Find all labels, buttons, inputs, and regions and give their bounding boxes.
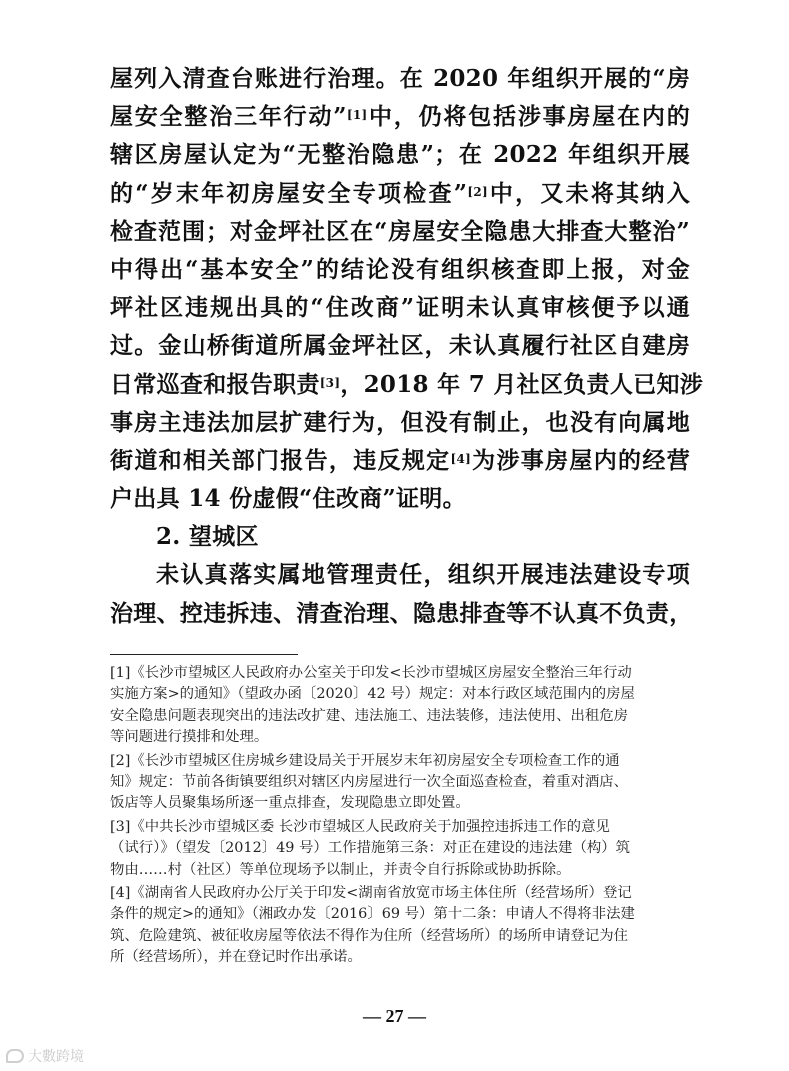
body-line: 过。金山桥街道所属金坪社区，未认真履行社区自建房 bbox=[110, 332, 690, 360]
footnote-line: 知》规定：节前各街镇要组织对辖区内房屋进行一次全面巡查检查，着重对酒店、 bbox=[110, 774, 629, 791]
body-line: 屋列入清查台账进行治理。在 2020 年组织开展的“房 bbox=[110, 65, 690, 92]
body-line: 辖区房屋认定为“无整治隐患”；在 2022 年组织开展 bbox=[110, 141, 690, 169]
body-line: 检查范围；对金坪社区在“房屋安全隐患大排查大整治” bbox=[110, 217, 690, 245]
footnote-line: 条件的规定>的通知》（湘政办发〔2016〕69 号）第十二条：申请人不得将非法建 bbox=[110, 906, 635, 923]
body-line: 未认真落实属地管理责任，组织开展违法建设专项 bbox=[156, 561, 690, 589]
body-line: 坪社区违规出具的“住改商”证明未认真审核便予以通 bbox=[110, 294, 690, 322]
footnote-line: [4]《湖南省人民政府办公厅关于印发<湖南省放宽市场主体住所（经营场所）登记 bbox=[110, 885, 632, 902]
footnote-3 bbox=[110, 817, 690, 881]
footnote-line: [2]《长沙市望城区住房城乡建设局关于开展岁末年初房屋安全专项检查工作的通 bbox=[110, 752, 620, 769]
body-line: 的“岁末年初房屋安全专项检查”[2]中，又未将其纳入 bbox=[110, 179, 690, 207]
page-number: — 27 — bbox=[363, 1006, 426, 1026]
footnote-line: 饭店等人员聚集场所逐一重点排查，发现隐患立即处置。 bbox=[110, 795, 470, 812]
body-text bbox=[110, 60, 704, 633]
footnote-line: 等问题进行摸排和处理。 bbox=[110, 729, 269, 746]
watermark-text: 大數跨境 bbox=[28, 1049, 84, 1065]
body-line: 事房主违法加层扩建行为，但没有制止，也没有向属地 bbox=[110, 408, 690, 436]
watermark-logo-icon bbox=[6, 1049, 24, 1063]
footnote-line: 筑、危险建筑、被征收房屋等依法不得作为住所（经营场所）的场所申请登记为住 bbox=[110, 927, 629, 944]
footnotes bbox=[110, 663, 690, 971]
footnote-line: 实施方案>的通知》（望政办函〔2020〕42 号）规定：对本行政区域范围内的房屋 bbox=[110, 686, 635, 703]
footnote-reference: [3] bbox=[319, 375, 341, 390]
body-line: 中得出“基本安全”的结论没有组织核查即上报，对金 bbox=[110, 255, 690, 283]
body-line: 日常巡查和报告职责[3]，2018 年 7 月社区负责人已知涉 bbox=[110, 370, 704, 398]
footnote-line: [1]《长沙市望城区人民政府办公室关于印发<长沙市望城区房屋安全整治三年行动 bbox=[110, 665, 632, 681]
footnote-4 bbox=[110, 883, 690, 969]
footnote-reference: [1] bbox=[346, 108, 368, 123]
footnote-line: 安全隐患问题表现突出的违法改扩建、违法施工、违法装修，违法使用、出租危房 bbox=[110, 707, 629, 724]
footnote-line: 所（经营场所），并在登记时作出承诺。 bbox=[110, 949, 362, 966]
footnote-1 bbox=[110, 663, 690, 749]
footnote-2 bbox=[110, 751, 690, 815]
body-line: 治理、控违拆违、清查治理、隐患排查等不认真不负责， bbox=[110, 599, 693, 627]
body-line: 屋安全整治三年行动”[1]中，仍将包括涉事房屋在内的 bbox=[110, 103, 691, 131]
body-line: 街道和相关部门报告，违反规定[4]为涉事房屋内的经营 bbox=[110, 446, 690, 474]
footnote-line: 物由……村（社区）等单位现场予以制止，并责令自行拆除或协助拆除。 bbox=[110, 861, 571, 878]
footnote-reference: [4] bbox=[450, 451, 472, 466]
body-line: 户出具 14 份虚假“住改商”证明。 bbox=[110, 485, 466, 513]
footnote-line: （试行）》（望发〔2012〕49 号）工作措施第三条：对正在建设的违法建（构）筑 bbox=[110, 840, 631, 857]
footnote-line: [3]《中共长沙市望城区委 长沙市望城区人民政府关于加强控违拆违工作的意见 bbox=[110, 818, 610, 835]
section-heading: 2. 望城区 bbox=[156, 523, 259, 551]
footnote-divider bbox=[110, 654, 298, 655]
footnote-reference: [2] bbox=[467, 184, 488, 199]
watermark bbox=[6, 1046, 84, 1066]
